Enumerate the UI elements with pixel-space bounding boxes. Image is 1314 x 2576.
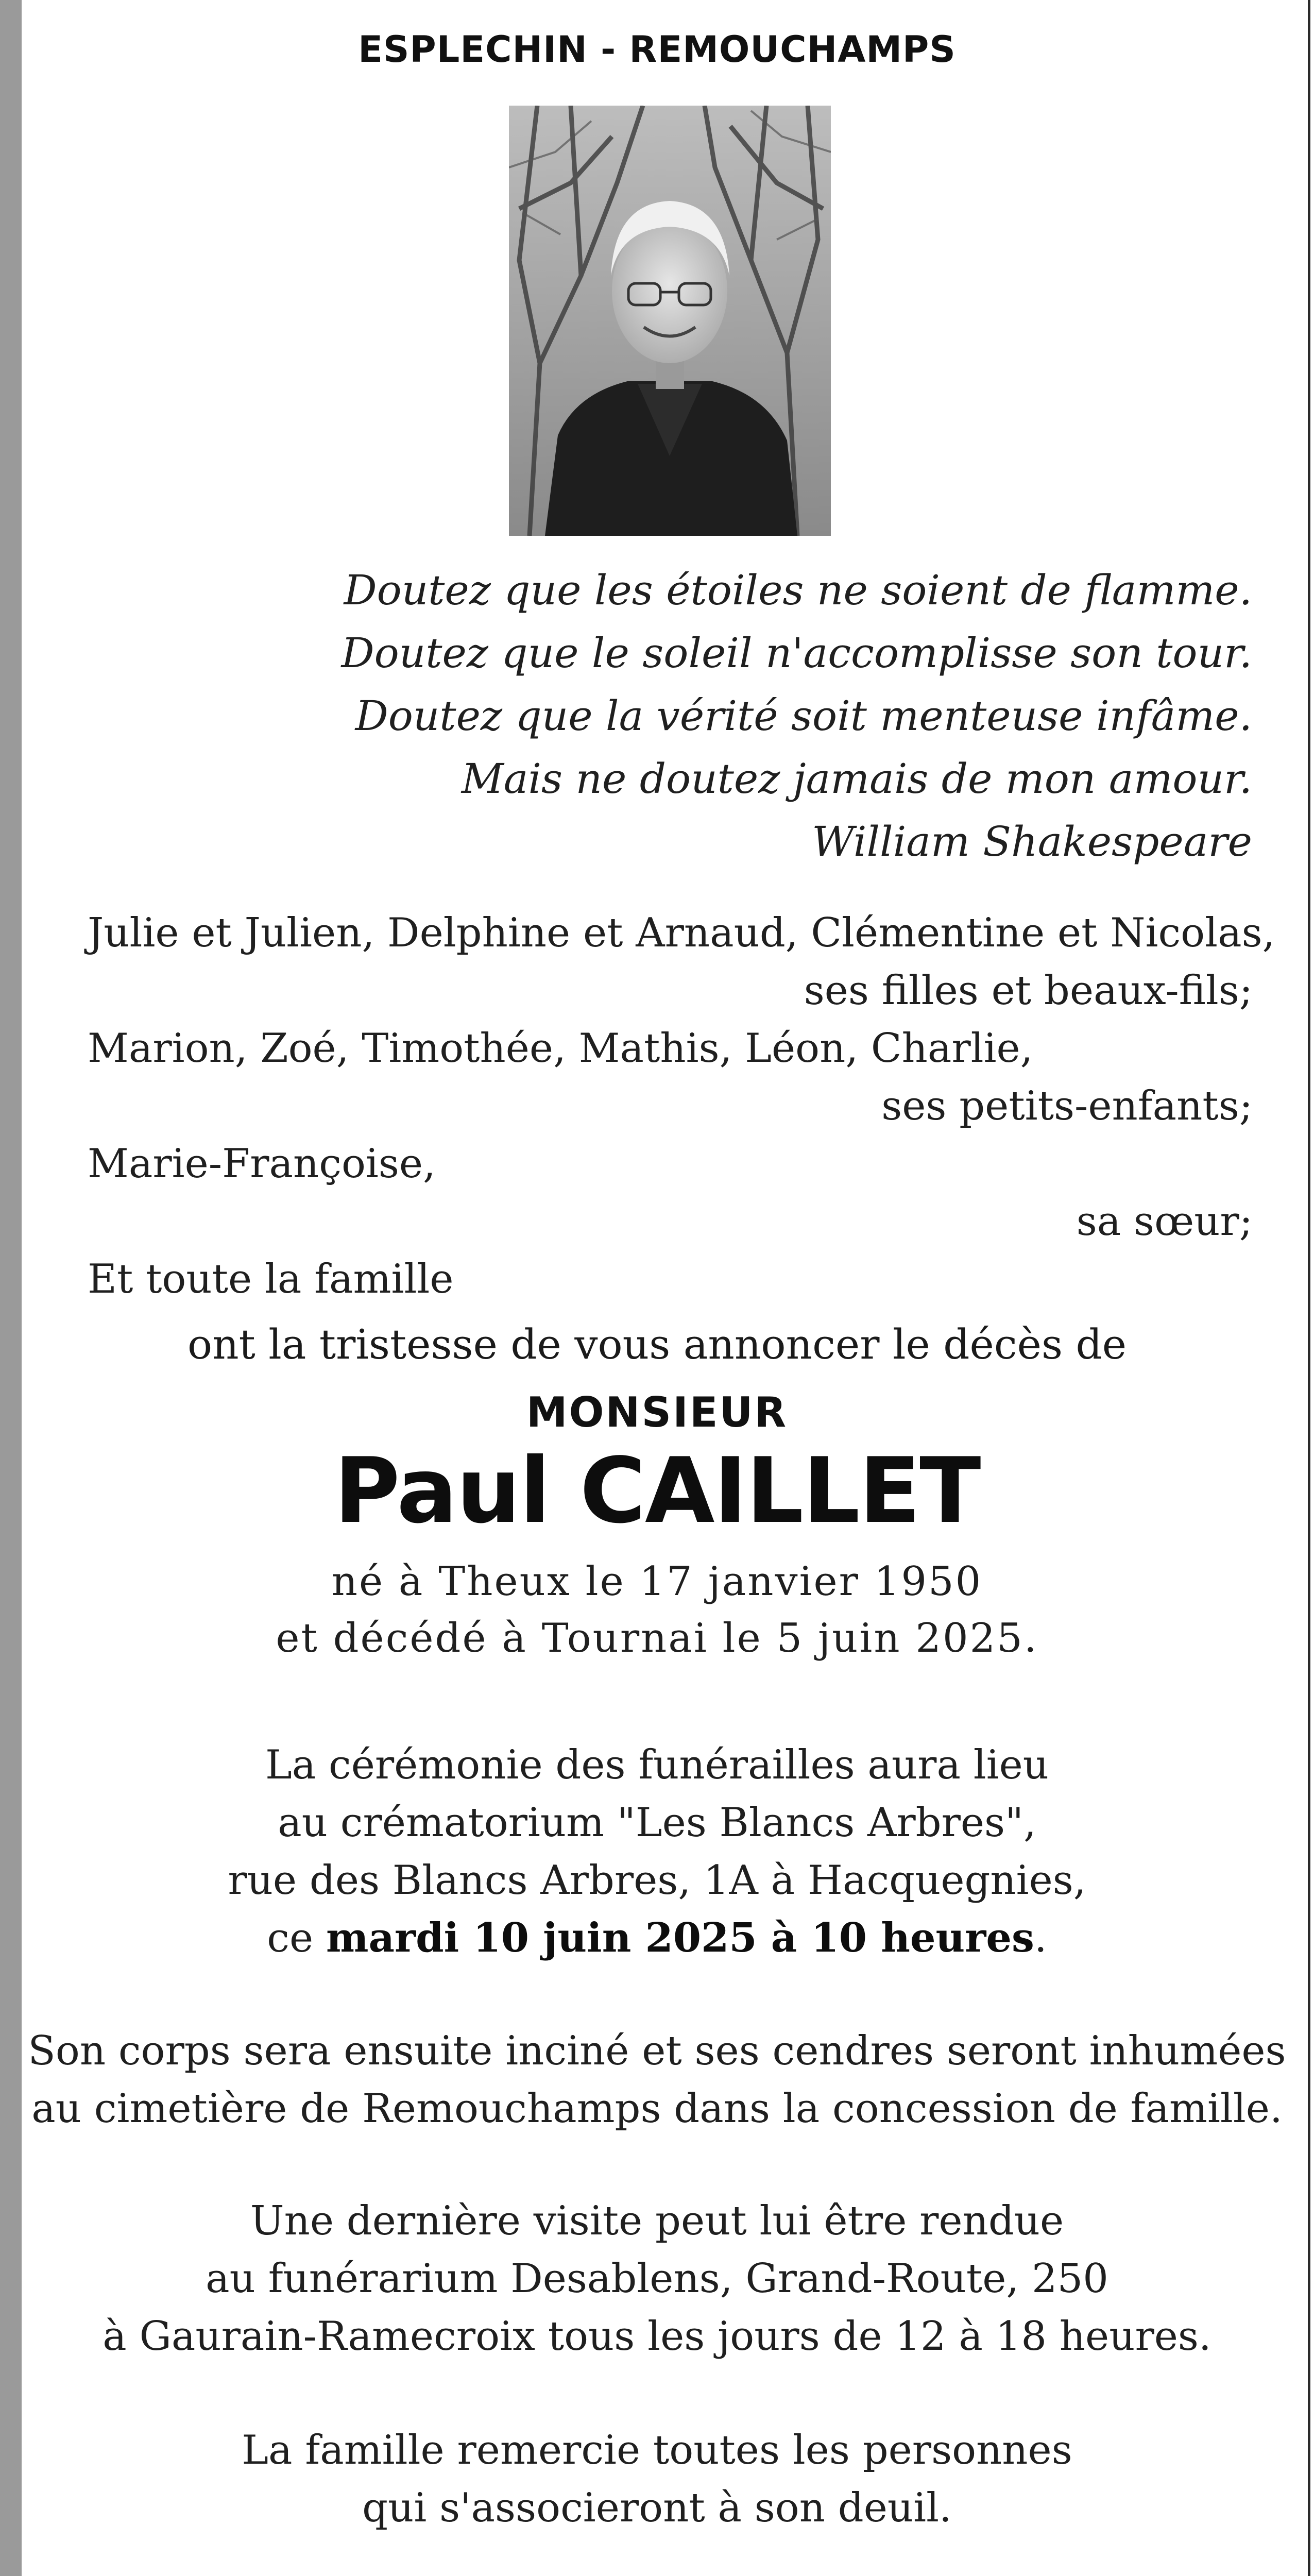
family-grandchildren-relation: ses petits-enfants; bbox=[881, 1083, 1253, 1129]
family-children: Julie et Julien, Delphine et Arnaud, Clémentine et Nicolas, bbox=[88, 910, 1275, 956]
ceremony-date-line bbox=[0, 1909, 1314, 1967]
left-margin-bar bbox=[0, 0, 22, 2576]
poem-line: Doutez que la vérité soit menteuse infâme. bbox=[355, 692, 1252, 740]
announcement: ont la tristesse de vous annoncer le décès de bbox=[187, 1320, 1127, 1368]
thanks-info bbox=[0, 2421, 1314, 2537]
poem-quote bbox=[222, 559, 1252, 873]
ceremony-line: La cérémonie des funérailles aura lieu bbox=[265, 1742, 1049, 1788]
visit-line: au funérarium Desablens, Grand-Route, 250 bbox=[206, 2256, 1108, 2302]
location-title: ESPLECHIN - REMOUCHAMPS bbox=[358, 28, 956, 71]
ceremony-line: au crématorium "Les Blancs Arbres", bbox=[278, 1800, 1036, 1846]
burial-line: au cimetière de Remouchamps dans la concession de famille. bbox=[31, 2086, 1283, 2132]
burial-info bbox=[0, 2022, 1314, 2138]
death-line: et décédé à Tournai le 5 juin 2025. bbox=[276, 1615, 1038, 1662]
visit-line: Une dernière visite peut lui être rendue bbox=[250, 2198, 1064, 2244]
ceremony-date-prefix: ce bbox=[267, 1915, 326, 1961]
poem-line: Doutez que les étoiles ne soient de flamme. bbox=[344, 566, 1252, 614]
portrait-photo bbox=[509, 106, 831, 536]
ceremony-info bbox=[0, 1736, 1314, 1967]
thanks-line: La famille remercie toutes les personnes bbox=[242, 2427, 1072, 2473]
birth-line: né à Theux le 17 janvier 1950 bbox=[331, 1558, 983, 1605]
visit-line: à Gaurain-Ramecroix tous les jours de 12 à 18 heures. bbox=[103, 2313, 1211, 2360]
family-sister: Marie-Françoise, bbox=[88, 1141, 436, 1187]
ceremony-date-suffix: . bbox=[1034, 1915, 1047, 1961]
deceased-name: Paul CAILLET bbox=[334, 1439, 980, 1544]
family-list bbox=[88, 904, 1275, 1308]
ceremony-date: mardi 10 juin 2025 à 10 heures bbox=[326, 1914, 1034, 1961]
deceased-dates bbox=[0, 1553, 1314, 1667]
poem-line: Mais ne doutez jamais de mon amour. bbox=[461, 755, 1252, 803]
burial-line: Son corps sera ensuite inciné et ses cendres seront inhumées bbox=[28, 2028, 1286, 2074]
family-sister-relation: sa sœur; bbox=[1076, 1198, 1253, 1245]
poem-author: William Shakespeare bbox=[812, 818, 1252, 866]
family-children-relation: ses filles et beaux-fils; bbox=[804, 968, 1253, 1014]
ceremony-line: rue des Blancs Arbres, 1A à Hacquegnies, bbox=[228, 1857, 1086, 1904]
family-others: Et toute la famille bbox=[88, 1256, 454, 1302]
poem-line: Doutez que le soleil n'accomplisse son tour. bbox=[341, 629, 1252, 677]
family-grandchildren: Marion, Zoé, Timothée, Mathis, Léon, Charlie, bbox=[88, 1025, 1033, 1072]
deceased-title: MONSIEUR bbox=[526, 1388, 788, 1436]
thanks-line: qui s'associeront à son deuil. bbox=[362, 2485, 952, 2531]
visit-info bbox=[0, 2192, 1314, 2365]
